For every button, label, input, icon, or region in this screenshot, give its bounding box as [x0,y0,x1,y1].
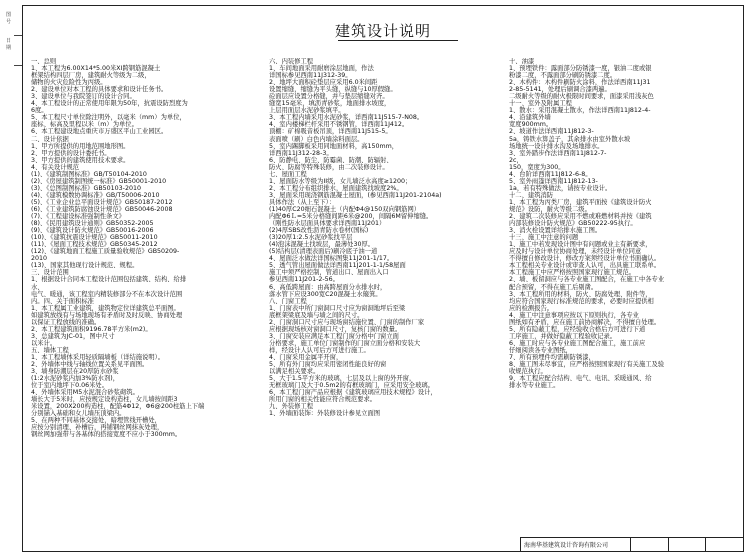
text-line: (4)泡沫混凝土找坡层，最薄处30厚。 [269,241,375,249]
text-line: 6、高低跨屋面：由高跨屋面分水排水时， [269,283,387,291]
text-line: 2c， [509,156,523,164]
text-line: 8、施工图未尽事宜，应严格按照国家现行有关施工及验 [509,361,665,369]
text-line: 如建筑放线有与场地现场有矛盾时及时反映、协商处理 [31,311,183,319]
text-line: 4、外墙体采用M5水泥混合砂浆砌筑。 [31,389,139,397]
text-line: 图纸如有矛盾，应在施工前协商解决，不得擅自处理。 [509,318,661,326]
text-line: 1、车间地面采用耐磨涂层地面，作法 [269,65,374,73]
text-line: 1、根据设计合同本工程设计范围包括建筑、结构、给排 [31,276,187,284]
column-middle [269,58,501,417]
text-line: 十、油漆 [509,58,535,65]
text-line: 分别锚入基础和女儿墙压顶梁内。 [31,410,126,418]
text-line: 防火、防腐等特殊装修，由二次装修设计。 [269,163,389,171]
text-line: 均应符合国家现行标准规范的要求，必要时应提供相 [509,297,654,305]
side-strip-label: 号 [6,19,12,25]
text-line: 十一、室外及附属工程 [509,100,572,108]
text-line: 收规范执行。 [509,368,547,376]
text-line: 4、门窗采用金属平开窗， [269,353,343,361]
side-strip-label: 期 [6,45,12,51]
text-line: 粉漆二度，不露面部分刷防锈漆二度。 [509,72,617,80]
text-line: 五、墙体工程 [31,346,69,354]
text-line: 1、散水：采用混凝土散水，作法详西南11J812-4- [509,107,651,115]
side-strip-divider [14,35,22,36]
side-strip [0,5,22,552]
text-line: 三、设计范围 [31,269,69,277]
text-line: 仔细阅读各专业图纸， [509,346,572,354]
side-strip-divider [14,65,22,66]
text-line: 6、本工程门窗产品应根据《建筑玻璃应用技术规程》设计， [269,389,437,397]
text-line: 2、甲方提供的设计委托书。 [31,149,111,157]
text-line: 1、屋面防水等级为II级，女儿墙泛水高度≥1200； [269,177,412,185]
title-block [520,537,743,551]
text-line: 2、门窗洞口尺寸应与现场窗结施位置、门窗的制作厂家 [269,318,425,326]
text-line: 本工程施工中应严格按照国家现行施工规范。 [509,269,635,277]
text-line: 参见西南11J201-2-56。 [269,276,339,284]
text-line: 以保证工程放线的准确。 [31,318,101,326]
text-line: 水、 [31,283,44,291]
text-line: 5a，铸铁水箅盖子，其余排水由室外散水坡 [509,135,631,143]
text-line: 以满足相关要求。 [269,368,320,376]
text-line: 六、内装修工程 [269,58,314,65]
text-line: 十三、施工中注意的问题 [509,234,579,242]
text-line: 以米计。 [31,339,57,347]
text-line: 配合预留，不得在施工后剔凿。 [509,283,598,291]
text-line: (1)、《建筑制图标准》GB/T50104-2010 [31,170,147,178]
text-line: 1、本工程墙体采用轻质隔墙板（详结施说明）。 [31,353,165,361]
text-line: 应的检测报告。 [509,304,554,312]
text-line: 5、大于1.5平方米的玻璃，七层及以上窗的外开窗， [269,375,416,383]
text-line: (3)、《总图制图标准》GB50103-2010 [31,184,141,192]
text-line: (4)、《建筑模数协调标准》GB/T50006-2010 [31,191,160,199]
text-line: (3)20厚1:2.5水泥砂浆找平层 [269,234,353,242]
text-line: 二级耐火等级的耐火极限时间要求，面漆采用浅灰色 [509,93,654,101]
text-line: 应及时与设计单位协商处理，未经设计单位同意 [509,248,642,256]
text-line: (11)、《屋面工程技术规范》GB50345-2012 [31,241,158,249]
text-line: 顶棚：矿棉吸音板吊顶，详西南11J515-5。 [269,128,392,136]
text-line: 5、室外雨篷详西南11J812-13- [509,177,598,185]
text-line: 3、室外踏步作法详西南11J812-7- [509,149,607,157]
text-line: (12)、《建筑地面工程施工质量验收规范》GB50209- [31,248,180,256]
text-line: 储物的火灾危险性为丙级。 [31,79,107,87]
side-strip-label: 日 [6,38,12,44]
column-right [509,58,739,389]
text-line: 十二、建筑消防 [509,191,554,199]
text-line: 9、本工程应配合结构、电气、电讯、采暖通风、给 [509,375,652,383]
text-line: 设置缩缝，缩缝为平头缝，纵缝与10厚假缝。 [269,86,397,94]
text-line: 框架结构四层厂房，建筑耐火等级为二级， [31,72,151,80]
text-line: (2)、《房屋建筑制图统一标准》GB50001-2010 [31,177,167,185]
text-line: 4、台阶详西南11J812-6-8。 [509,170,592,178]
text-line: 1、门窗表中所门窗洞口尺寸应为窗洞地坪后至梁 [269,304,406,312]
text-line: 3、墙身防潮层在20厚防水砂浆 [31,368,119,376]
text-line: 排水等专业施工。 [509,382,560,390]
column-left [31,58,261,439]
text-line: 工序施工，并做好隐蔽工程验收记录。 [509,332,617,340]
text-line: (5)、《工业企业总平面设计规范》GB50187-2012 [31,198,173,206]
text-line: 3、本工程内墙采用水泥砂浆，详西南11J515-7-N08。 [269,114,424,122]
text-line: 应根据现场核对窗洞口尺寸，复核门窗的数量。 [269,325,402,333]
drawing-frame [22,5,744,552]
text-line: 八、门窗工程 [269,297,307,305]
text-line: 砼面层应设置分格缝，并与垫层缩缝对齐。 [269,93,389,101]
text-line: 5、所有外门窗均应采用密闭性能良好的窗 [269,361,387,369]
text-line: 无框玻璃门及大于0.5m2的有框玻璃门，应采用安全玻璃。 [269,382,434,390]
text-line: 1、施工中若发现设计图中有问题或业主有新要求， [509,241,652,249]
text-line: 详西南11J312-28-3。 [269,149,333,157]
text-line: 2、本工程建筑面积9196.78平方米(m2)。 [31,325,152,333]
title-block-company: 海南华基建筑设计咨询有限公司 [521,538,631,551]
text-line: (6)、《工业建筑防腐蚀设计规范》GB50046-2008 [31,205,173,213]
text-line: 6、施工时应与各专业施工图配合施工，施工前应 [509,339,646,347]
text-line: 2、建设单位对本工程的具体要求和设计任务书。 [31,86,168,94]
text-line: (7)、《工程建设标准强制性条文》 [31,213,125,221]
text-line: 内。四、关于面积标准 [31,297,94,305]
text-line: 4、室内楼梯栏杆采用不锈钢管，详西南11J412。 [269,121,409,129]
text-line: 150，宽度为300。 [509,163,565,171]
text-line: 缝宽15毫米，填沥青砂浆，地面排水坡度， [269,100,391,108]
text-line: 3、屋面采用现浇钢筋混凝土屋面，(参见西南11J201-2104a) [269,191,442,199]
text-line: 应按分别清理、补槽后，再铺钢丝网抹灰处理， [31,424,164,432]
text-line: 详国标参见西南11J312-39。 [269,72,352,80]
text-line: 4、有关设计规范 [31,163,80,171]
text-line: 2、地坪大面积砼垫层应采用6.0米间距 [269,79,378,87]
text-line: 4、施工中注意事项应按以下原则执行，各专业 [509,311,639,319]
text-line: 施工中须严格控制，管道出口、屋面出入口 [269,269,389,277]
text-line: 7、所有预埋件均需刷防锈漆， [509,353,595,361]
text-line: 2、本工程分布组织排水，屋面建筑找坡度2%。 [269,184,403,192]
page-title: 建筑设计说明 [334,22,431,40]
text-line: 底框架梁底及墙与墙之间的尺寸。 [269,311,364,319]
text-line: 内部装修设计防火规范》GB50222-95执行。 [509,220,637,228]
text-line: (8)、《民用建筑设计通则》GB50352-2005 [31,220,154,228]
text-line: 1a，若有特殊做法，请按专业设计。 [509,184,612,192]
text-line: (1)40厚C20细石混凝土（内配Φ4@150双向钢筋网） [269,205,421,213]
text-line: 3、建设单位与我院签订的设计合同。 [31,93,136,101]
title-block-cell [669,538,706,551]
text-line: 内配Φ6Ｌ=5米分格缝间距6米@200，间隔6M留伸缩缝。 [269,213,433,221]
text-line: 钢丝网加强带与各基体的搭接宽度不应小于300mm。 [31,431,182,439]
text-line: 本工程相关专业设计或审查人认可，出具施工联系单。 [509,262,661,270]
text-line: 米设置，200X200构造柱，配筋4Φ12，Φ6@200柱筋上下端 [31,403,205,411]
text-line: 样，经设计人认可后方可进行施工。 [269,346,370,354]
text-line: 4、沿建筑外墙 [509,114,551,122]
text-line: (13)、国家其他现行设计规范、规程。 [31,262,139,270]
text-line: 2、墙、板留洞应与各专业施工图配合，在施工中各专业 [509,276,665,284]
text-line: 2、木构件：木构件刷防火涂料，作法详西南11J31 [509,79,651,87]
text-line: 1、外墙面装饰：外装修设计参见立面图 [269,410,381,418]
text-line: 表面喷（刷）白色内墙涂料面层。 [269,135,364,143]
text-line: 5、在两种不同基体交接处，暗埋管线开槽处， [31,417,161,425]
text-line: 4、本工程设计的正常使用年限为50年，抗震设防烈度为 [31,100,188,108]
title-underline [338,40,458,41]
text-line: 3、消火栓设置详给排水施工图。 [509,227,602,235]
text-line: （刚性防水层面具体要求详西南11J201） [269,220,386,228]
text-line: 6度。 [31,107,48,115]
text-line: 3、总建筑为JC-01，图中尺寸 [31,332,115,340]
text-line: 1、预埋铁件：露面部分防锈漆一度，银油二度或银 [509,65,652,73]
text-line: (9)、《建筑设计防火规范》GB50016-2006 [31,227,154,235]
text-line: 2、外墙体中线与轴线位置关系见平面图。 [31,361,149,369]
text-line: 2010 [31,255,48,263]
text-line: (2)4厚SBS改性沥青防水卷材(国标) [269,227,369,235]
text-line: 七、屋面工程 [269,170,307,178]
text-line: 二、设计依据 [31,135,69,143]
text-line: 一、总则 [31,58,57,65]
text-line: (10)、《建筑抗震设计规范》GB50011-2010 [31,234,158,242]
text-line: 电气、暖通，该工程室内精装修部分不在本次设计范围 [31,290,183,298]
text-line: 3、本工程所用的材料，防火、防腐处理、附件等， [509,290,652,298]
text-line: 落水管下应设300宽C20混凝土水簸箕。 [269,290,382,298]
text-line: 2、建筑二次装修应采用不燃或难燃材料并按《建筑 [509,213,652,221]
text-line: 3、门窗安装应满足本工程门窗分格中门窗立面 [269,332,399,340]
text-line: 所用门窗的相关性能应符合规范要求。 [269,396,377,404]
text-line: (5)结构层(清理表面后)刷冷底子油一道 [269,248,378,256]
text-line: 规范》设防，耐火等级二级。 [509,205,591,213]
text-line: 3、甲方提供的建筑使用技术要求。 [31,156,130,164]
title-block-cell [706,538,743,551]
text-line: 上层用面层水泥砂浆填平。 [269,107,345,115]
text-line: 具体作法（从上至下）： [269,198,336,206]
text-line: 宽度900mm。 [509,121,553,129]
text-line: 2-85-5141，处理后刷调合漆两遍。 [509,86,611,94]
text-line: 6、防静电、防尘、防霉菌、防潮、防辐射、 [269,156,393,164]
text-line: 1、甲方所提供的用地范围地形图。 [31,142,130,150]
text-line: 5、本工程尺寸单位除注明外，以毫米（mm）为单位， [31,114,186,122]
text-line: 5、透气管出屋面做法详西南11J201-1-1/58屋面 [269,262,406,270]
text-line: 5、室内踢脚板采用同地面材料，高150mm， [269,142,399,150]
text-line: 6、本工程建设地点重庆市万盛区平山工业园区。 [31,128,168,136]
text-line: 5、所有隐蔽工程，应经验收合格后方可进行下道 [509,325,646,333]
text-line: 1、本工程属工业建筑，建筑物定位详建筑总平面图。 [31,304,180,312]
text-line: 1、本工程为6.00X14*5.00米XI跨钢筋混凝土 [31,65,161,73]
text-line: 墙长大于5米时，应按规定设构造柱，女儿墙按间距3 [31,396,178,404]
title-block-cell [631,538,669,551]
text-line: 场地统一设计排水沟及场地排水。 [509,142,604,150]
side-strip-label: 图 [6,12,12,18]
text-line: (1:2水泥砂浆内加3%防水剂)， [31,375,120,383]
text-line: 位于室内地坪下0.06米处。 [31,382,108,390]
text-line: 九、外装修工程 [269,403,314,411]
text-line: 2、坡道作法详西南11J812-3- [509,128,594,136]
text-line: 不得擅自修改设计，修改方案须经设计单位书面确认。 [509,255,661,263]
text-line: 4、屋面泛水做法详国标图集11J201-1/17。 [269,255,394,263]
text-line: 分格要求，施工单位门窗制作的门窗立面分格和安装大 [269,339,421,347]
text-line: 座标、标高及里程以米（m）为单位。 [31,121,138,129]
text-line: 1、本工程为丙类厂房，建筑平面按《建筑设计防火 [509,198,652,206]
